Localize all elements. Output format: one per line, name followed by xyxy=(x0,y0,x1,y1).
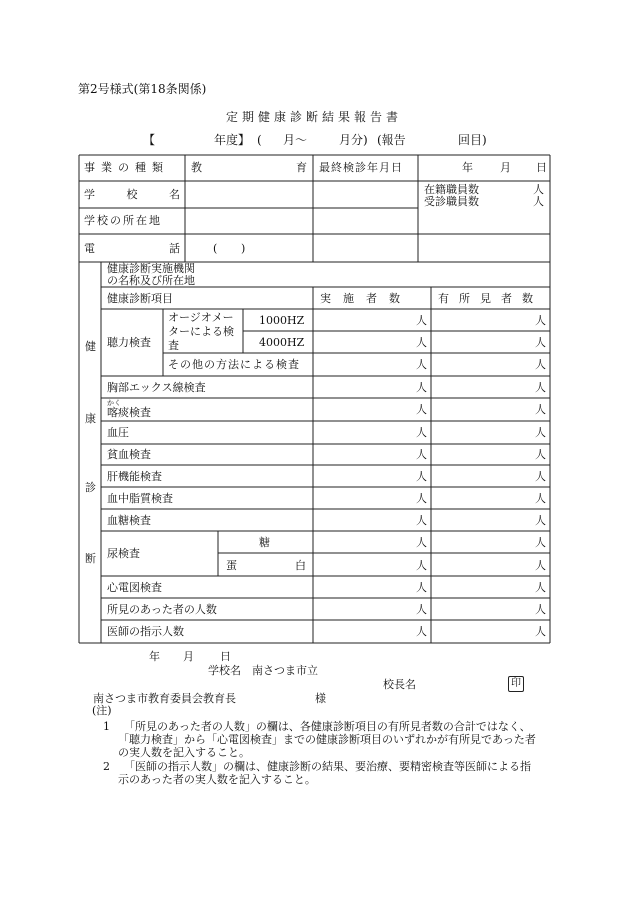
footer-principal-label: 校長名 xyxy=(383,678,416,691)
person-unit: 人 xyxy=(416,336,427,349)
person-unit: 人 xyxy=(416,448,427,461)
footer-year: 年 xyxy=(149,650,160,663)
audiometer-line3: 査 xyxy=(168,339,179,352)
last-exam-month: 月 xyxy=(500,161,511,174)
health-label-dan: 断 xyxy=(85,552,96,565)
note2-line1: 「医師の指示人数」の欄は、健康診断の結果、要治療、要精密検査等医師による指 xyxy=(124,760,531,773)
person-unit: 人 xyxy=(535,403,546,416)
form-title: 定期健康診断結果報告書 xyxy=(226,110,403,124)
phone-paren-close: ) xyxy=(241,242,246,255)
nendo-label: 年度】 xyxy=(214,133,251,147)
person-unit: 人 xyxy=(535,625,546,638)
ecg-label: 心電図検査 xyxy=(107,581,162,594)
person-unit: 人 xyxy=(416,358,427,371)
person-unit: 人 xyxy=(535,559,546,572)
person-unit: 人 xyxy=(535,358,546,371)
person-unit: 人 xyxy=(416,381,427,394)
person-unit: 人 xyxy=(535,336,546,349)
note1-line2: 「聴力検査」から「心電図検査」までの健康診断項目のいずれかが有所見であった者 xyxy=(118,733,536,746)
sputum-ruby: かく xyxy=(107,399,121,407)
person-unit: 人 xyxy=(416,581,427,594)
person-unit: 人 xyxy=(416,314,427,327)
staff-examined-label: 受診職員数 xyxy=(424,195,479,208)
urine-label: 尿検査 xyxy=(107,547,140,560)
person-unit: 人 xyxy=(416,426,427,439)
person-unit: 人 xyxy=(535,492,546,505)
phone-label-1: 電 xyxy=(84,242,95,255)
person-unit: 人 xyxy=(416,492,427,505)
health-label-ken: 健 xyxy=(85,340,96,353)
hearing-label: 聴力検査 xyxy=(107,336,151,349)
person-unit: 人 xyxy=(416,603,427,616)
health-label-kou: 康 xyxy=(85,412,96,425)
institution-label-line1: 健康診断実施機関 xyxy=(107,262,195,275)
staff-examined-unit: 人 xyxy=(533,195,544,208)
last-exam-day: 日 xyxy=(536,161,547,174)
staff-enrolled-label: 在籍職員数 xyxy=(424,183,479,196)
doctor-instructions-label: 医師の指示人数 xyxy=(107,625,184,638)
report-label: (報告 xyxy=(377,133,406,147)
person-unit: 人 xyxy=(535,470,546,483)
paren-open: ( xyxy=(257,133,262,147)
address-label: 学校の所在地 xyxy=(84,214,162,227)
school-name-label-3: 名 xyxy=(169,188,180,201)
sputum-label: 喀痰検査 xyxy=(107,406,151,419)
person-unit: 人 xyxy=(535,581,546,594)
person-unit: 人 xyxy=(535,514,546,527)
phone-paren-open: ( xyxy=(213,242,218,255)
footer-day: 日 xyxy=(220,650,231,663)
school-name-label-1: 学 xyxy=(84,188,95,201)
business-type-value-2: 育 xyxy=(296,161,307,174)
note2-number: 2 xyxy=(103,760,110,773)
items-header-item: 健康診断項目 xyxy=(107,292,173,305)
person-unit: 人 xyxy=(416,625,427,638)
items-header-performed: 実施者数 xyxy=(320,292,412,305)
bracket-open: 【 xyxy=(143,133,156,147)
urine-protein-label-1: 蛋 xyxy=(226,559,237,572)
person-unit: 人 xyxy=(535,603,546,616)
urine-sugar-label: 糖 xyxy=(259,536,270,549)
note1-line1: 「所見のあった者の人数」の欄は、各健康診断項目の有所見者数の合計ではなく、 xyxy=(124,720,531,733)
audiometer-line1: オージオメー xyxy=(168,311,234,324)
person-unit: 人 xyxy=(416,403,427,416)
with-findings-label: 所見のあった者の人数 xyxy=(107,603,217,616)
last-exam-year: 年 xyxy=(462,161,473,174)
school-name-label xyxy=(84,188,180,201)
person-unit: 人 xyxy=(535,314,546,327)
person-unit: 人 xyxy=(416,536,427,549)
person-unit: 人 xyxy=(535,448,546,461)
audiometer-line2: ターによる検 xyxy=(168,325,234,338)
institution-label-line2: の名称及び所在地 xyxy=(107,274,195,287)
business-type-value-1: 教 xyxy=(191,161,202,174)
urine-protein-label xyxy=(226,559,306,572)
business-type-value xyxy=(191,161,307,174)
footer-month: 月 xyxy=(183,650,194,663)
health-label-shin: 診 xyxy=(85,481,96,494)
note1-line3: の実人数を記入すること。 xyxy=(118,746,250,759)
person-unit: 人 xyxy=(535,536,546,549)
glucose-label: 血糖検査 xyxy=(107,514,151,527)
person-unit: 人 xyxy=(535,426,546,439)
note1-number: 1 xyxy=(103,720,110,733)
person-unit: 人 xyxy=(416,470,427,483)
hz1000-label: 1000HZ xyxy=(259,314,305,327)
person-unit: 人 xyxy=(535,381,546,394)
footer-addressee: 南さつま市教育委員会教育長 xyxy=(93,692,236,705)
phone-label-2: 話 xyxy=(169,242,180,255)
note2-line2: 示のあった者の実人数を記入すること。 xyxy=(118,773,316,786)
last-exam-label: 最終検診年月日 xyxy=(319,161,403,174)
hz4000-label: 4000HZ xyxy=(259,336,305,349)
hearing-other-label: その他の方法による検査 xyxy=(168,358,300,371)
chest-xray-label: 胸部エックス線検査 xyxy=(107,381,206,394)
liver-label: 肝機能検査 xyxy=(107,470,162,483)
person-unit: 人 xyxy=(416,559,427,572)
footer-school-name: 学校名 南さつま市立 xyxy=(208,664,318,677)
phone-label xyxy=(84,242,180,255)
lipid-label: 血中脂質検査 xyxy=(107,492,173,505)
urine-protein-label-2: 白 xyxy=(295,559,306,572)
notes-heading: (注) xyxy=(92,704,112,717)
blood-pressure-label: 血圧 xyxy=(107,426,129,439)
footer-sama: 様 xyxy=(315,692,326,705)
business-type-label: 事業の種類 xyxy=(84,161,169,174)
anemia-label: 貧血検査 xyxy=(107,448,151,461)
form-number: 第2号様式(第18条関係) xyxy=(78,82,207,96)
seal-mark: 印 xyxy=(508,676,524,692)
staff-enrolled-unit: 人 xyxy=(533,183,544,196)
times-label: 回目) xyxy=(458,133,487,147)
month-from-label: 月～ xyxy=(283,133,308,147)
school-name-label-2: 校 xyxy=(126,188,138,201)
person-unit: 人 xyxy=(416,514,427,527)
items-header-findings: 有所見者数 xyxy=(438,292,543,305)
month-to-label: 月分) xyxy=(339,133,368,147)
